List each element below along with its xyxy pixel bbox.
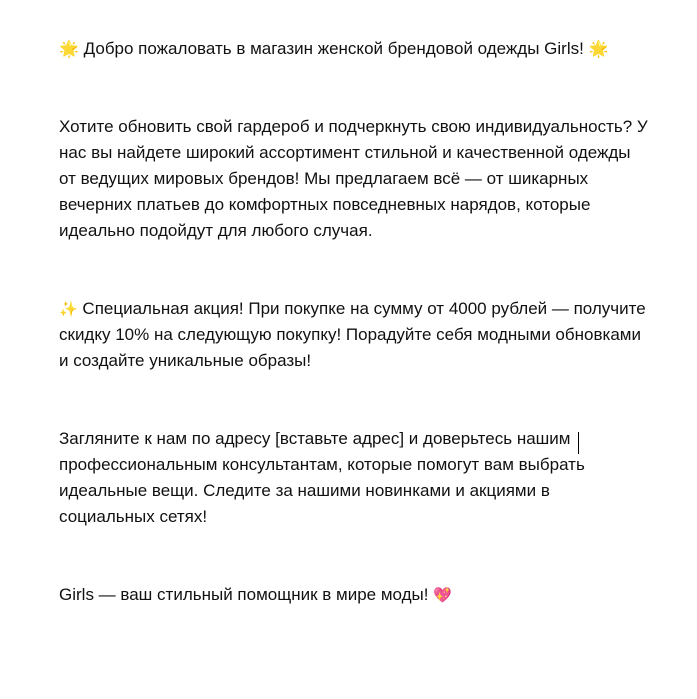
closing-text: Girls — ваш стильный помощник в мире моды!	[59, 585, 429, 604]
promo-text: Специальная акция! При покупке на сумму от 4000 рублей — получите скидку 10% на следующую покупку! Порадуйте себя модными обновками и создайте уникальные образы!	[59, 299, 646, 370]
heart-icon: 💖	[433, 586, 452, 604]
heading-text: Добро пожаловать в магазин женской брендовой одежды Girls!	[83, 39, 584, 58]
closing-paragraph	[59, 582, 649, 608]
heading-paragraph	[59, 36, 649, 62]
intro-text: Хотите обновить свой гардероб и подчеркнуть свою индивидуальность? У нас вы найдете широкий ассортимент стильной и качественной одежды от ведущих мировых брендов! Мы предлагаем всё — от шикарных вечерних платьев до комфортных повседневных нарядов, которые идеально подойдут для любого случая.	[59, 117, 648, 240]
promo-paragraph	[59, 296, 649, 374]
star-icon: 🌟	[59, 39, 79, 58]
document-body	[59, 36, 649, 608]
intro-paragraph	[59, 114, 649, 244]
visit-paragraph[interactable]	[59, 426, 649, 530]
sparkles-icon: ✨	[59, 300, 78, 318]
star-icon: 🌟	[588, 39, 609, 58]
text-cursor	[578, 432, 579, 454]
visit-text: Загляните к нам по адресу [вставьте адрес] и доверьтесь нашим профессиональным консультантам, которые помогут вам выбрать идеальные вещи. Следите за нашими новинками и акциями в социальных сетях!	[59, 429, 585, 526]
